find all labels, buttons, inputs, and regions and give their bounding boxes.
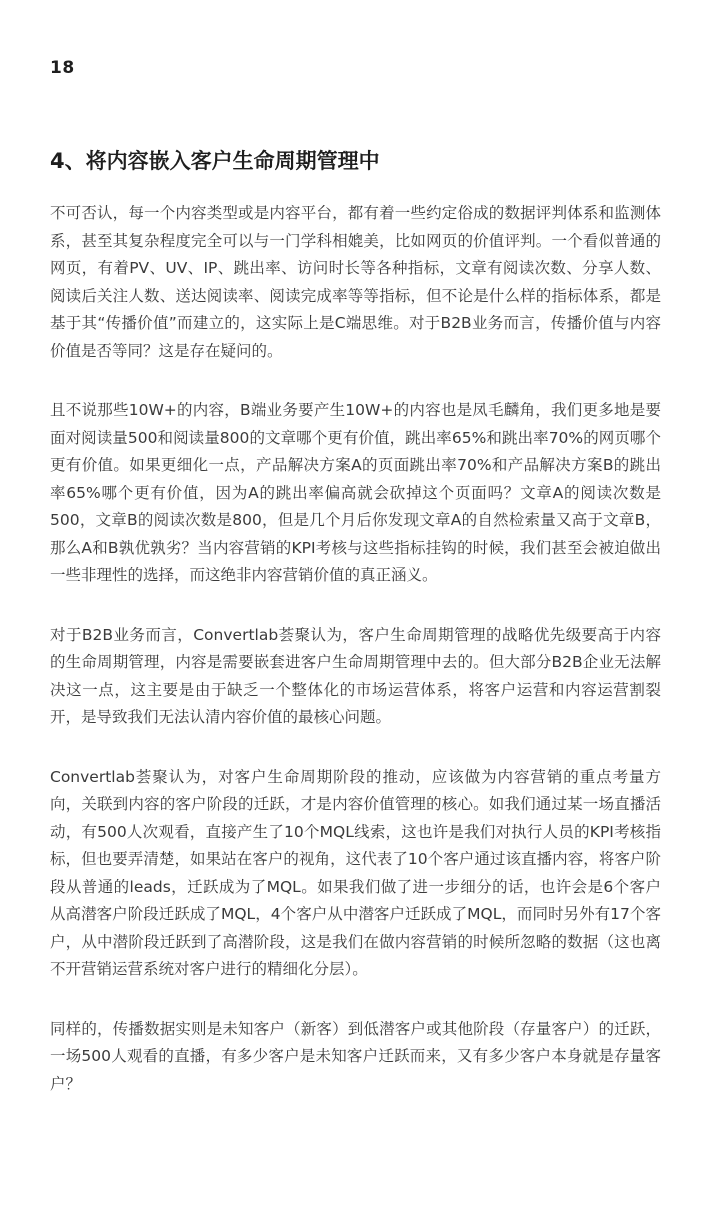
- paragraph: 不可否认，每一个内容类型或是内容平台，都有着一些约定俗成的数据评判体系和监测体系，甚至其复杂程度完全可以与一门学科相媲美，比如网页的价值评判。一个看似普通的网页，有着PV、UV、IP、跳出率、访问时长等各种指标，文章有阅读次数、分享人数、阅读后关注人数、送达阅读率、阅读完成率等等指标，但不论是什么样的指标体系，都是基于其“传播价值”而建立的，这实际上是C端思维。对于B2B业务而言，传播价值与内容价值是否等同？这是存在疑问的。: [50, 204, 661, 360]
- page-number: 18: [50, 58, 75, 78]
- article-body: [50, 200, 661, 1130]
- paragraph: 同样的，传播数据实则是未知客户（新客）到低潜客户或其他阶段（存量客户）的迁跃，一场500人观看的直播，有多少客户是未知客户迁跃而来，又有多少客户本身就是存量客户？: [50, 1019, 661, 1093]
- paragraph: 对于B2B业务而言，Convertlab荟聚认为，客户生命周期管理的战略优先级要高于内容的生命周期管理，内容是需要嵌套进客户生命周期管理中去的。但大部分B2B企业无法解决这一点，这主要是由于缺乏一个整体化的市场运营体系，将客户运营和内容运营割裂开，是导致我们无法认清内容价值的最核心问题。: [50, 625, 661, 726]
- section-title: 4、将内容嵌入客户生命周期管理中: [50, 149, 380, 173]
- paragraph: Convertlab荟聚认为，对客户生命周期阶段的推动，应该做为内容营销的重点考量方向，关联到内容的客户阶段的迁跃，才是内容价值管理的核心。如我们通过某一场直播活动，有500人次观看，直接产生了10个MQL线索，这也许是我们对执行人员的KPI考核指标，但也要弄清楚，如果站在客户的视角，这代表了10个客户通过该直播内容，将客户阶段从普通的leads，迁跃成为了MQL。如果我们做了进一步细分的话，也许会是6个客户从高潜客户阶段迁跃成了MQL，4个客户从中潜客户迁跃成了MQL，而同时另外有17个客户，从中潜阶段迁跃到了高潜阶段，这是我们在做内容营销的时候所忽略的数据（这也离不开营销运营系统对客户进行的精细化分层）。: [50, 767, 661, 978]
- paragraph: 且不说那些10W+的内容，B端业务要产生10W+的内容也是凤毛麟角，我们更多地是要面对阅读量500和阅读量800的文章哪个更有价值，跳出率65%和跳出率70%的网页哪个更有价值。如果更细化一点，产品解决方案A的页面跳出率70%和产品解决方案B的跳出率65%哪个更有价值，因为A的跳出率偏高就会砍掉这个页面吗？文章A的阅读次数是500，文章B的阅读次数是800，但是几个月后你发现文章A的自然检索量又高于文章B，那么A和B孰优孰劣？当内容营销的KPI考核与这些指标挂钩的时候，我们甚至会被迫做出一些非理性的选择，而这绝非内容营销价值的真正涵义。: [50, 401, 661, 584]
